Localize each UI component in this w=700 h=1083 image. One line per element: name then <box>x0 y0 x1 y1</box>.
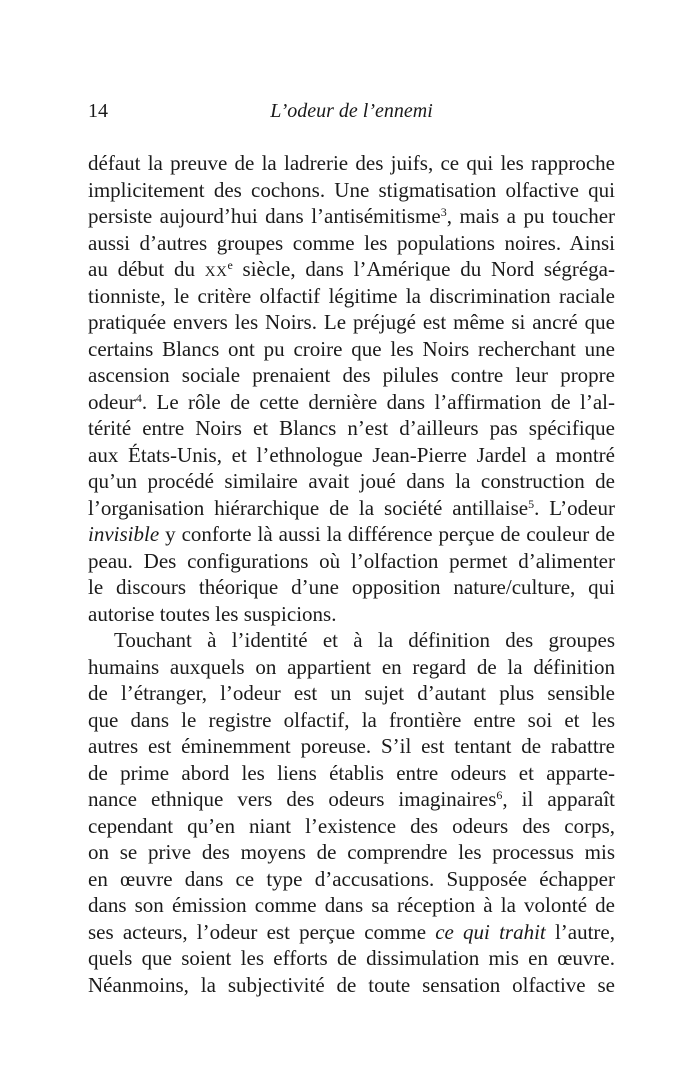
text-line <box>88 548 615 575</box>
text-segment: aussi d’autres groupes comme les populations noires. Ainsi <box>88 230 615 255</box>
text-segment: de prime abord les liens établis entre odeurs et apparte- <box>88 760 615 785</box>
footnote-ref: 4 <box>135 390 142 405</box>
text-segment: nance ethnique vers des odeurs imaginaires <box>88 787 497 811</box>
text-line <box>88 839 615 866</box>
body-text <box>88 150 615 998</box>
text-line <box>88 495 615 522</box>
text-segment: au début du <box>88 257 205 281</box>
text-segment: aux États-Unis, et l’ethnologue Jean-Pierre Jardel a montré <box>88 442 615 467</box>
text-line <box>88 892 615 919</box>
text-segment: y conforte là aussi la différence perçue de couleur de <box>159 522 615 546</box>
text-line <box>88 945 615 972</box>
text-segment: autorise toutes les suspicions. <box>88 601 337 626</box>
small-caps-segment: xx <box>204 257 228 281</box>
text-segment: dans son émission comme dans sa réception à la volonté de <box>88 893 615 917</box>
text-line <box>88 203 615 230</box>
text-line <box>88 601 615 628</box>
text-segment: ses acteurs, l’odeur est perçue comme <box>88 919 436 944</box>
text-segment: peau. Des configurations où l’olfaction permet d’alimenter <box>88 548 615 573</box>
text-line <box>88 786 615 813</box>
text-segment: ascension sociale prenaient des pilules contre leur propre <box>88 363 615 387</box>
text-line <box>88 415 615 442</box>
text-line <box>88 627 615 654</box>
footnote-ref: 3 <box>440 205 447 219</box>
text-segment: le discours théorique d’une opposition nature/culture, qui <box>88 575 615 599</box>
text-segment: humains auxquels on appartient en regard de la définition <box>88 654 615 679</box>
text-line <box>88 442 615 469</box>
page-number: 14 <box>88 100 108 122</box>
page-header <box>88 100 615 128</box>
italic-segment: ce qui trahit <box>435 919 546 944</box>
text-segment: on se prive des moyens de comprendre les processus mis <box>88 840 615 864</box>
text-segment: . L’odeur <box>534 495 615 520</box>
text-line <box>88 813 615 840</box>
text-segment: défaut la preuve de la ladrerie des juifs, ce qui les rapproche <box>88 151 615 175</box>
text-segment: persiste aujourd’hui dans l’antisémitisme <box>88 204 441 228</box>
text-line <box>88 309 615 336</box>
text-segment: certains Blancs ont pu croire que les Noirs recherchant une <box>88 336 615 361</box>
footnote-ref: e <box>227 258 233 272</box>
text-segment: Touchant à l’identité et à la définition des groupes <box>114 628 615 652</box>
text-segment: Néanmoins, la subjectivité de toute sensation olfactive se <box>88 972 615 997</box>
footnote-ref: 6 <box>496 788 503 802</box>
text-segment: térité entre Noirs et Blancs n’est d’ailleurs pas spécifique <box>88 416 615 440</box>
text-line <box>88 256 615 283</box>
text-segment: que dans le registre olfactif, la frontière entre soi et les <box>88 707 615 732</box>
text-line <box>88 336 615 363</box>
footnote-ref: 5 <box>528 496 535 511</box>
text-line <box>88 707 615 734</box>
text-line <box>88 866 615 893</box>
text-segment: . Le rôle de cette dernière dans l’affirmation de l’al- <box>141 389 615 414</box>
text-segment: , mais a pu toucher <box>446 204 616 228</box>
text-segment: , il apparaît <box>502 787 615 811</box>
text-line <box>88 919 615 946</box>
text-line <box>88 230 615 257</box>
text-line <box>88 389 615 416</box>
text-segment: de l’étranger, l’odeur est un sujet d’autant plus sensible <box>88 681 615 705</box>
text-segment: autres est éminemment poreuse. S’il est tentant de rabattre <box>88 734 615 758</box>
text-segment: l’autre, <box>545 919 615 944</box>
text-line <box>88 654 615 681</box>
text-line <box>88 680 615 707</box>
text-segment: odeur <box>88 389 136 414</box>
text-line <box>88 733 615 760</box>
text-segment: pratiquée envers les Noirs. Le préjugé est même si ancré que <box>88 310 615 334</box>
text-line <box>88 362 615 389</box>
text-segment: siècle, dans l’Amérique du Nord ségréga- <box>232 257 615 281</box>
text-line <box>88 972 615 999</box>
text-segment: en œuvre dans ce type d’accusations. Supposée échapper <box>88 866 615 891</box>
text-line <box>88 574 615 601</box>
text-line <box>88 150 615 177</box>
italic-segment: invisible <box>88 522 160 546</box>
text-line <box>88 521 615 548</box>
text-line <box>88 468 615 495</box>
text-segment: implicitement des cochons. Une stigmatisation olfactive qui <box>88 177 615 202</box>
text-segment: quels que soient les efforts de dissimulation mis en œuvre. <box>88 946 615 970</box>
text-segment: l’organisation hiérarchique de la société antillaise <box>88 495 529 520</box>
text-line <box>88 760 615 787</box>
text-segment: cependant qu’en niant l’existence des odeurs des corps, <box>88 813 615 838</box>
running-title: L’odeur de l’ennemi <box>270 100 433 122</box>
text-segment: tionniste, le critère olfactif légitime la discrimination raciale <box>88 283 615 308</box>
text-segment: qu’un procédé similaire avait joué dans la construction de <box>88 469 615 493</box>
text-line <box>88 283 615 310</box>
text-line <box>88 177 615 204</box>
